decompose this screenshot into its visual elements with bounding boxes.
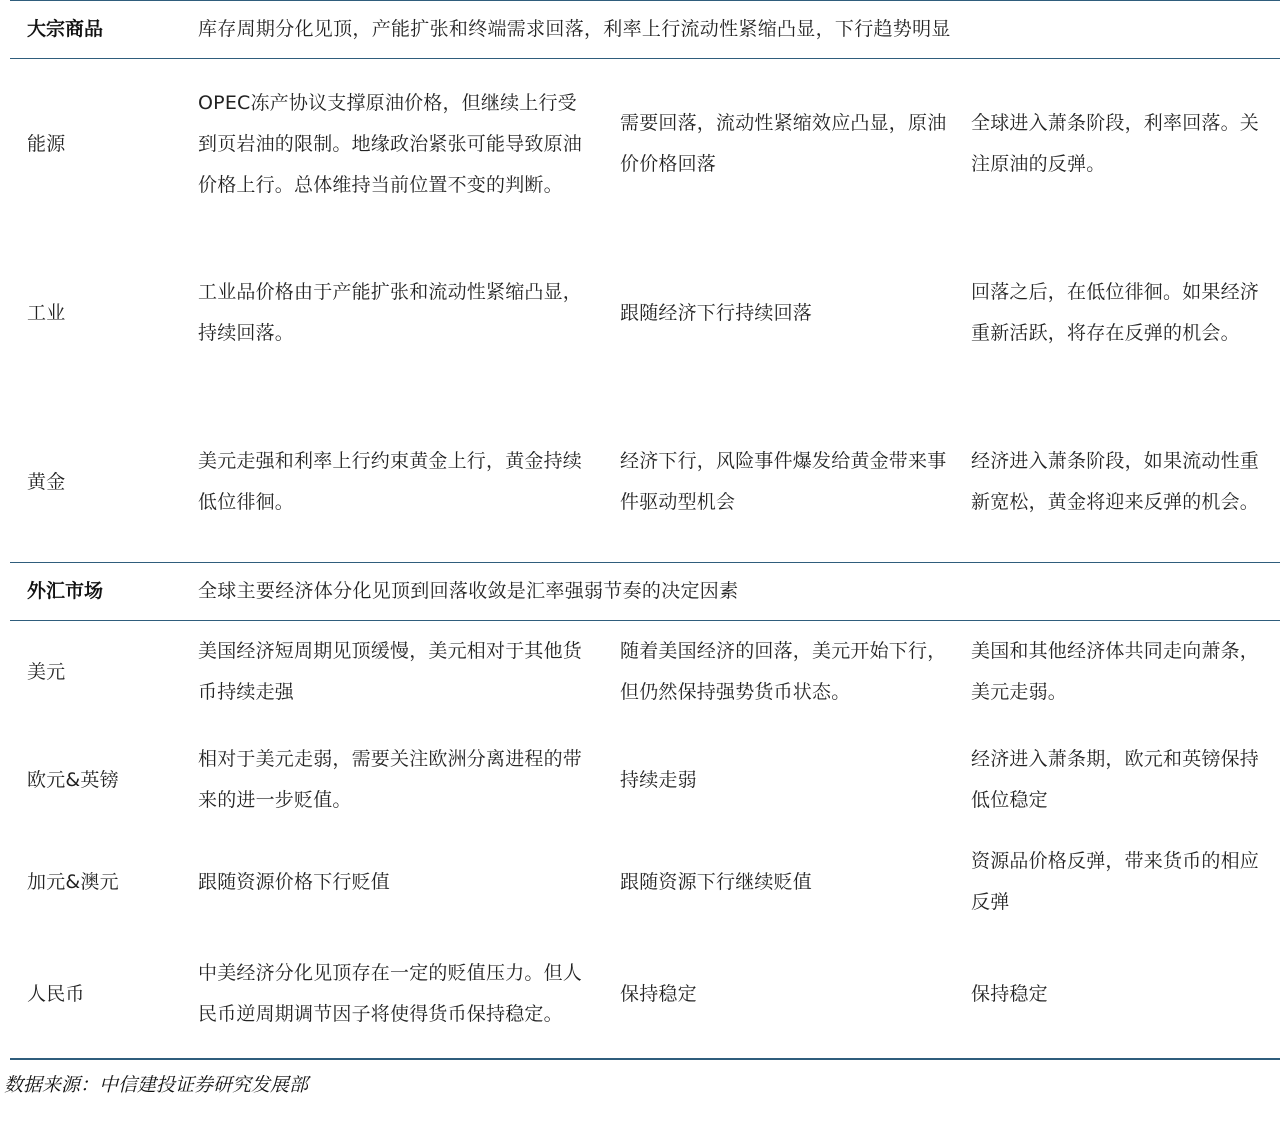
phase1-cell [198,250,593,376]
section-label: 外汇市场 [27,580,104,602]
phase1-text: 美国经济短周期见顶缓慢，美元相对于其他货币持续走强 [198,640,583,703]
phase1-cell [198,419,593,545]
row-name: 人民币 [27,982,85,1005]
row-name: 工业 [27,301,66,324]
row-name-cell [27,630,187,714]
phase3-cell [971,932,1276,1056]
phase2-cell [620,932,950,1056]
phase2-cell [620,419,950,545]
row-name: 黄金 [27,470,66,493]
section-rule [10,562,1280,563]
row-name-cell [27,738,187,822]
table-row [0,738,1280,822]
phase1-text: 工业品价格由于产能扩张和流动性紧缩凸显，持续回落。 [198,281,583,344]
phase1-text: 跟随资源价格下行贬值 [198,870,391,893]
phase3-cell [971,419,1276,545]
phase3-cell [971,840,1276,924]
phase2-cell [620,630,950,714]
table-row [0,840,1280,924]
phase1-cell [198,840,593,924]
row-name: 能源 [27,132,66,155]
phase3-cell [971,630,1276,714]
data-source-note: 数据来源：中信建投证券研究发展部 [4,1074,309,1096]
phase1-text: 相对于美元走弱，需要关注欧洲分离进程的带来的进一步贬值。 [198,748,583,811]
section-label: 大宗商品 [27,18,104,40]
row-name: 欧元&英镑 [27,768,119,791]
phase3-text: 美国和其他经济体共同走向萧条，美元走弱。 [971,640,1260,703]
phase2-cell [620,62,950,226]
phase2-text: 经济下行，风险事件爆发给黄金带来事件驱动型机会 [620,450,947,513]
phase2-text: 保持稳定 [620,982,697,1005]
forex-section-header [0,581,1280,603]
phase3-cell [971,250,1276,376]
row-name-cell [27,419,187,545]
phase3-text: 保持稳定 [971,982,1048,1005]
table-row [0,250,1280,376]
phase1-cell [198,630,593,714]
bottom-rule [10,1058,1280,1060]
phase3-text: 经济进入萧条期，欧元和英镑保持低位稳定 [971,748,1260,811]
section-rule [10,58,1280,59]
phase2-cell [620,840,950,924]
phase3-cell [971,62,1276,226]
phase2-text: 跟随资源下行继续贬值 [620,870,813,893]
phase1-text: OPEC冻产协议支撑原油价格，但继续上行受到页岩油的限制。地缘政治紧张可能导致原油价格上行。总体维持当前位置不变的判断。 [198,91,583,196]
table-row [0,932,1280,1056]
phase2-text: 需要回落，流动性紧缩效应凸显，原油价价格回落 [620,112,947,175]
section-rule [10,620,1280,621]
phase3-text: 全球进入萧条阶段，利率回落。关注原油的反弹。 [971,112,1260,175]
commodities-section-header [0,19,1280,41]
row-name: 加元&澳元 [27,870,119,893]
phase2-text: 随着美国经济的回落，美元开始下行，但仍然保持强势货币状态。 [620,640,947,703]
row-name-cell [27,840,187,924]
phase3-text: 资源品价格反弹，带来货币的相应反弹 [971,850,1260,913]
phase1-cell [198,932,593,1056]
phase1-text: 美元走强和利率上行约束黄金上行，黄金持续低位徘徊。 [198,450,583,513]
phase1-text: 中美经济分化见顶存在一定的贬值压力。但人民币逆周期调节因子将使得货币保持稳定。 [198,962,583,1025]
phase2-text: 跟随经济下行持续回落 [620,301,813,324]
phase1-cell [198,738,593,822]
section-summary: 库存周期分化见顶，产能扩张和终端需求回落，利率上行流动性紧缩凸显，下行趋势明显 [198,18,951,40]
section-summary: 全球主要经济体分化见顶到回落收敛是汇率强弱节奏的决定因素 [198,580,739,602]
phase3-cell [971,738,1276,822]
phase3-text: 回落之后，在低位徘徊。如果经济重新活跃，将存在反弹的机会。 [971,281,1260,344]
table-row [0,62,1280,226]
phase3-text: 经济进入萧条阶段，如果流动性重新宽松，黄金将迎来反弹的机会。 [971,450,1260,513]
table-row [0,419,1280,545]
phase2-text: 持续走弱 [620,768,697,791]
top-rule [10,0,1280,1]
phase2-cell [620,738,950,822]
row-name: 美元 [27,660,66,683]
row-name-cell [27,250,187,376]
phase2-cell [620,250,950,376]
table-row [0,630,1280,714]
row-name-cell [27,932,187,1056]
row-name-cell [27,62,187,226]
phase1-cell [198,62,593,226]
